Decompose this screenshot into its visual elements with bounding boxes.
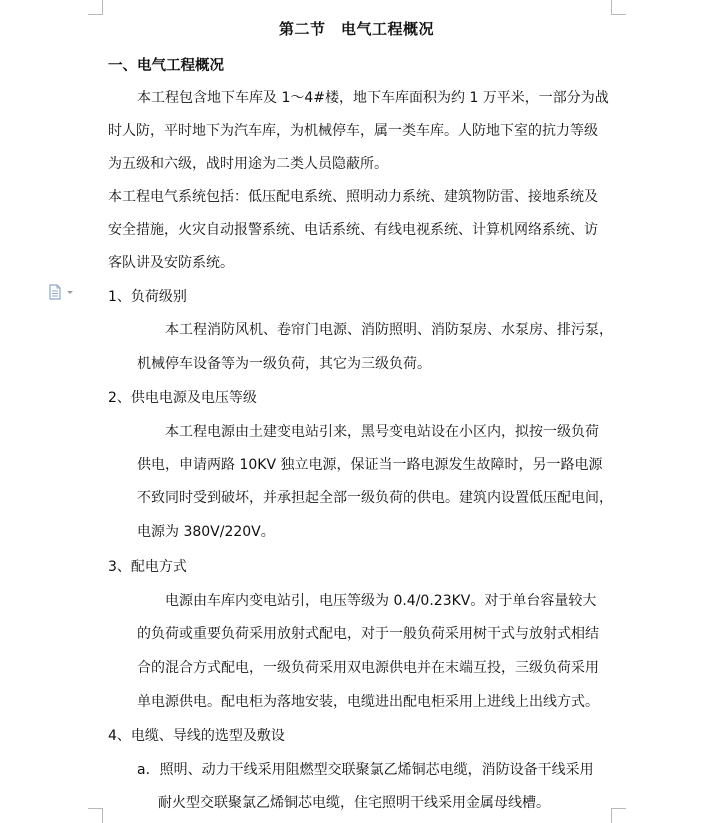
section-3-heading: 3、配电方式	[108, 559, 187, 575]
section-3-line-2: 的负荷或重要负荷采用放射式配电，对于一般负荷采用树干式与放射式相结	[137, 626, 599, 642]
section-4-heading: 4、电缆、导线的选型及敷设	[108, 728, 285, 744]
intro-line-3: 为五级和六级，战时用途为二类人员隐蔽所。	[108, 156, 388, 172]
crop-mark-top-left	[88, 0, 103, 15]
systems-line-3: 客队讲及安防系统。	[108, 255, 234, 271]
document-icon[interactable]	[48, 284, 78, 300]
crop-mark-top-right	[611, 0, 626, 15]
systems-line-1: 本工程电气系统包括：低压配电系统、照明动力系统、建筑物防雷、接地系统及	[108, 189, 598, 205]
section-2-line-4: 电源为 380V/220V。	[137, 524, 275, 540]
section-1-heading: 1、负荷级别	[108, 289, 187, 305]
section-3-line-4: 单电源供电。配电柜为落地安装，电缆进出配电柜采用上进线上出线方式。	[137, 694, 599, 710]
section-4-line-1: a．照明、动力干线采用阻燃型交联聚氯乙烯铜芯电缆，消防设备干线采用	[137, 762, 594, 778]
crop-mark-bottom-right	[611, 808, 626, 823]
section-2-line-1: 本工程电源由土建变电站引来，黑号变电站设在小区内，拟按一级负荷	[165, 424, 599, 440]
section-3-line-1: 电源由车库内变电站引，电压等级为 0.4/0.23KV。对于单台容量较大	[165, 593, 597, 609]
systems-line-2: 安全措施，火灾自动报警系统、电话系统、有线电视系统、计算机网络系统、访	[108, 222, 598, 238]
section-3-line-3: 合的混合方式配电，一级负荷采用双电源供电并在末端互投，三级负荷采用	[137, 660, 599, 676]
section-title: 第二节 电气工程概况	[278, 20, 434, 38]
section-2-heading: 2、供电电源及电压等级	[108, 390, 257, 406]
section-1-line-1: 本工程消防风机、卷帘门电源、消防照明、消防泵房、水泵房、排污泵，	[165, 322, 613, 338]
section-2-line-3: 不致同时受到破坏，并承担起全部一级负荷的供电。建筑内设置低压配电间，	[137, 490, 613, 506]
section-1-line-2: 机械停车设备等为一级负荷，其它为三级负荷。	[137, 356, 431, 372]
intro-line-2: 时人防，平时地下为汽车库，为机械停车，属一类车库。人防地下室的抗力等级	[108, 123, 598, 139]
intro-line-1: 本工程包含地下车库及 1～4#楼，地下车库面积为约 1 万平米，一部分为战	[137, 90, 609, 106]
section-4-line-2: 耐火型交联聚氯乙烯铜芯电缆，住宅照明干线采用金属母线槽。	[158, 795, 550, 811]
crop-mark-bottom-left	[88, 808, 103, 823]
section-2-line-2: 供电，申请两路 10KV 独立电源，保证当一路电源发生故障时，另一路电源	[137, 457, 603, 473]
main-heading: 一、电气工程概况	[108, 58, 224, 74]
